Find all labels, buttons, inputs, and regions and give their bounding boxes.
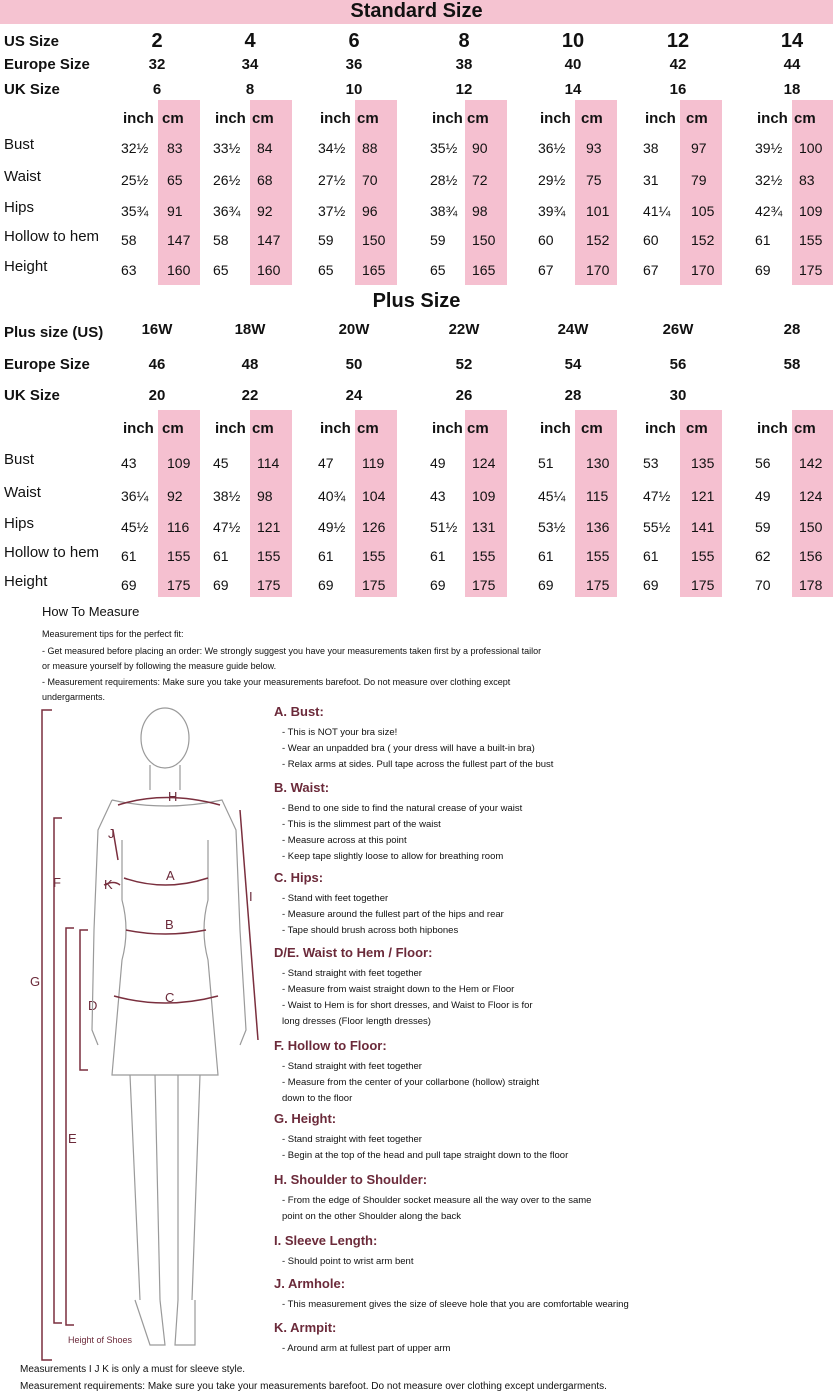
standard-cm-value: 155 bbox=[799, 232, 823, 248]
plus-cm-value: 178 bbox=[799, 577, 823, 593]
measure-section-title: I. Sleeve Length: bbox=[274, 1233, 378, 1248]
standard-inch-value: 33½ bbox=[213, 140, 241, 156]
standard-cm-header: cm bbox=[467, 110, 489, 127]
measure-tip: - This measurement gives the size of sleeve hole that you are comfortable wearing bbox=[282, 1299, 629, 1310]
standard-title: Standard Size bbox=[350, 0, 483, 22]
standard-inch-value: 26½ bbox=[213, 172, 241, 188]
measure-intro-line: Measurement tips for the perfect fit: bbox=[42, 629, 184, 639]
standard-cm-value: 165 bbox=[472, 262, 496, 278]
standard-inch-value: 32½ bbox=[121, 140, 149, 156]
plus-cm-value: 124 bbox=[799, 488, 823, 504]
standard-inch-value: 59 bbox=[318, 232, 334, 248]
standard-cm-value: 90 bbox=[472, 140, 488, 156]
standard-cm-value: 96 bbox=[362, 203, 378, 219]
standard-cm-value: 84 bbox=[257, 140, 273, 156]
plus-cm-header: cm bbox=[162, 420, 184, 437]
standard-cm-value: 105 bbox=[691, 203, 715, 219]
plus-uk-size: 22 bbox=[241, 387, 259, 404]
standard-inch-value: 39¾ bbox=[538, 203, 566, 219]
plus-inch-value: 69 bbox=[643, 577, 659, 593]
plus-inch-value: 40¾ bbox=[318, 488, 346, 504]
standard-cm-value: 170 bbox=[586, 262, 610, 278]
standard-cm-value: 93 bbox=[586, 140, 602, 156]
plus-uk-size: 30 bbox=[669, 387, 687, 404]
plus-inch-value: 36¼ bbox=[121, 488, 149, 504]
measure-tip: - Relax arms at sides. Pull tape across the fullest part of the bust bbox=[282, 759, 554, 770]
measure-tip: long dresses (Floor length dresses) bbox=[282, 1016, 431, 1027]
plus-inch-value: 45½ bbox=[121, 519, 149, 535]
plus-eu-size: 48 bbox=[241, 356, 259, 373]
standard-inch-value: 65 bbox=[318, 262, 334, 278]
plus-us-size: 28 bbox=[783, 321, 801, 338]
plus-inch-value: 47½ bbox=[213, 519, 241, 535]
standard-inch-value: 36¾ bbox=[213, 203, 241, 219]
plus-eu-label: Europe Size bbox=[4, 356, 90, 373]
measure-tip: - Should point to wrist arm bent bbox=[282, 1256, 414, 1267]
plus-cm-value: 155 bbox=[167, 548, 191, 564]
plus-cm-value: 109 bbox=[472, 488, 496, 504]
measure-intro-line: - Measurement requirements: Make sure you take your measurements barefoot. Do not measure over clothing except bbox=[42, 677, 511, 687]
plus-cm-value: 150 bbox=[799, 519, 823, 535]
plus-inch-value: 62 bbox=[755, 548, 771, 564]
standard-row-label: Height bbox=[4, 258, 48, 275]
standard-cm-value: 152 bbox=[586, 232, 610, 248]
plus-eu-size: 58 bbox=[783, 356, 801, 373]
plus-row-label: Bust bbox=[4, 451, 35, 468]
plus-cm-value: 141 bbox=[691, 519, 715, 535]
standard-inch-value: 28½ bbox=[430, 172, 458, 188]
standard-inch-value: 31 bbox=[643, 172, 659, 188]
plus-inch-value: 49 bbox=[755, 488, 771, 504]
plus-inch-value: 69 bbox=[318, 577, 334, 593]
measure-tip: - Tape should brush across both hipbones bbox=[282, 925, 459, 936]
measure-intro-line: - Get measured before placing an order: We strongly suggest you have your measurements taken first by a professional tailor bbox=[42, 646, 542, 656]
standard-cm-value: 92 bbox=[257, 203, 273, 219]
standard-inch-value: 67 bbox=[643, 262, 659, 278]
figure-outline bbox=[92, 708, 246, 1345]
standard-inch-header: inch bbox=[432, 110, 463, 127]
plus-cm-value: 98 bbox=[257, 488, 273, 504]
standard-cm-value: 100 bbox=[799, 140, 823, 156]
plus-cm-header: cm bbox=[686, 420, 708, 437]
figure-label-h: H bbox=[168, 789, 178, 804]
standard-row-label: Bust bbox=[4, 136, 35, 153]
measure-section-title: C. Hips: bbox=[274, 870, 324, 885]
plus-cm-value: 155 bbox=[586, 548, 610, 564]
plus-uk-size: 20 bbox=[148, 387, 166, 404]
plus-inch-value: 70 bbox=[755, 577, 771, 593]
standard-inch-value: 38¾ bbox=[430, 203, 458, 219]
standard-inch-value: 65 bbox=[430, 262, 446, 278]
standard-inch-value: 61 bbox=[755, 232, 771, 248]
standard-inch-value: 29½ bbox=[538, 172, 566, 188]
standard-inch-header: inch bbox=[320, 110, 351, 127]
plus-us-size: 26W bbox=[662, 321, 694, 338]
measure-footer-1: Measurements I J K is only a must for sleeve style. bbox=[20, 1364, 246, 1375]
plus-cm-value: 119 bbox=[362, 455, 385, 471]
plus-cm-value: 155 bbox=[257, 548, 281, 564]
measure-section-title: B. Waist: bbox=[274, 780, 330, 795]
plus-cm-value: 155 bbox=[362, 548, 386, 564]
plus-inch-value: 61 bbox=[430, 548, 446, 564]
standard-cm-value: 147 bbox=[167, 232, 191, 248]
figure-label-c: C bbox=[165, 990, 175, 1005]
plus-us-size: 18W bbox=[234, 321, 266, 338]
standard-eu-size: 36 bbox=[345, 56, 363, 73]
standard-cm-value: 147 bbox=[257, 232, 281, 248]
plus-inch-value: 47 bbox=[318, 455, 334, 471]
plus-inch-header: inch bbox=[432, 420, 463, 437]
plus-us-size: 24W bbox=[557, 321, 589, 338]
standard-inch-value: 58 bbox=[213, 232, 229, 248]
standard-inch-header: inch bbox=[123, 110, 154, 127]
plus-us-label: Plus size (US) bbox=[4, 324, 104, 341]
plus-inch-header: inch bbox=[540, 420, 571, 437]
standard-inch-value: 35½ bbox=[430, 140, 458, 156]
standard-cm-value: 175 bbox=[799, 262, 823, 278]
standard-us-size: 6 bbox=[348, 30, 360, 52]
figure-label-g: G bbox=[30, 974, 41, 989]
standard-inch-value: 63 bbox=[121, 262, 137, 278]
plus-cm-value: 126 bbox=[362, 519, 386, 535]
measure-tip: - Around arm at fullest part of upper arm bbox=[282, 1343, 451, 1354]
measure-section-title: D/E. Waist to Hem / Floor: bbox=[274, 945, 433, 960]
standard-inch-value: 36½ bbox=[538, 140, 566, 156]
plus-uk-label: UK Size bbox=[4, 387, 60, 404]
measure-tip: - This is the slimmest part of the waist bbox=[282, 819, 441, 830]
measure-tip: - Begin at the top of the head and pull tape straight down to the floor bbox=[282, 1150, 569, 1161]
standard-us-size: 10 bbox=[561, 30, 585, 52]
measure-tip: - Measure around the fullest part of the hips and rear bbox=[282, 909, 504, 920]
standard-inch-value: 60 bbox=[643, 232, 659, 248]
plus-row-label: Height bbox=[4, 573, 48, 590]
plus-inch-value: 38½ bbox=[213, 488, 241, 504]
plus-eu-size: 50 bbox=[345, 356, 363, 373]
standard-inch-value: 69 bbox=[755, 262, 771, 278]
measure-tip: - Stand with feet together bbox=[282, 893, 389, 904]
plus-eu-size: 46 bbox=[148, 356, 166, 373]
plus-cm-value: 135 bbox=[691, 455, 715, 471]
standard-us-size: 14 bbox=[780, 30, 804, 52]
plus-cm-value: 114 bbox=[257, 455, 280, 471]
standard-inch-value: 65 bbox=[213, 262, 229, 278]
measure-tip: - Waist to Hem is for short dresses, and Waist to Floor is for bbox=[282, 1000, 533, 1011]
standard-us-size: 2 bbox=[151, 30, 163, 52]
standard-eu-size: 34 bbox=[241, 56, 259, 73]
measure-tip: - Keep tape slightly loose to allow for breathing room bbox=[282, 851, 504, 862]
plus-eu-size: 52 bbox=[455, 356, 473, 373]
plus-cm-value: 175 bbox=[257, 577, 281, 593]
plus-inch-value: 61 bbox=[318, 548, 334, 564]
plus-inch-value: 49½ bbox=[318, 519, 346, 535]
measure-section-title: K. Armpit: bbox=[274, 1320, 337, 1335]
measure-tip: - This is NOT your bra size! bbox=[282, 727, 398, 738]
measure-tip: - Measure from waist straight down to the Hem or Floor bbox=[282, 984, 515, 995]
standard-inch-header: inch bbox=[540, 110, 571, 127]
standard-inch-value: 27½ bbox=[318, 172, 346, 188]
standard-cm-value: 170 bbox=[691, 262, 715, 278]
standard-inch-value: 67 bbox=[538, 262, 554, 278]
standard-cm-value: 68 bbox=[257, 172, 273, 188]
standard-row-label: Waist bbox=[4, 168, 41, 185]
standard-inch-value: 38 bbox=[643, 140, 659, 156]
plus-inch-value: 61 bbox=[643, 548, 659, 564]
measure-title: How To Measure bbox=[42, 604, 140, 619]
standard-cm-header: cm bbox=[794, 110, 816, 127]
standard-us-size: 8 bbox=[458, 30, 470, 52]
plus-cm-value: 156 bbox=[799, 548, 823, 564]
standard-eu-size: 42 bbox=[669, 56, 687, 73]
plus-row-label: Waist bbox=[4, 484, 41, 501]
plus-cm-value: 175 bbox=[167, 577, 191, 593]
figure-label-j: J bbox=[108, 826, 115, 841]
standard-cm-value: 165 bbox=[362, 262, 386, 278]
plus-inch-header: inch bbox=[320, 420, 351, 437]
standard-cm-value: 91 bbox=[167, 203, 183, 219]
plus-cm-header: cm bbox=[252, 420, 274, 437]
plus-cm-value: 92 bbox=[167, 488, 183, 504]
standard-inch-value: 41¼ bbox=[643, 203, 671, 219]
plus-inch-value: 69 bbox=[121, 577, 137, 593]
plus-inch-value: 69 bbox=[538, 577, 554, 593]
measure-tip: - Stand straight with feet together bbox=[282, 968, 422, 979]
standard-inch-value: 42¾ bbox=[755, 203, 783, 219]
standard-inch-value: 32½ bbox=[755, 172, 783, 188]
standard-cm-value: 83 bbox=[799, 172, 815, 188]
plus-cm-value: 175 bbox=[362, 577, 386, 593]
measure-tip: - Measure from the center of your collarbone (hollow) straight bbox=[282, 1077, 540, 1088]
standard-cm-value: 97 bbox=[691, 140, 707, 156]
standard-cm-value: 75 bbox=[586, 172, 602, 188]
standard-uk-label: UK Size bbox=[4, 81, 60, 98]
standard-eu-size: 44 bbox=[783, 56, 801, 73]
standard-uk-size: 6 bbox=[152, 81, 162, 98]
standard-cm-value: 65 bbox=[167, 172, 183, 188]
figure-label-d: D bbox=[88, 998, 98, 1013]
plus-cm-value: 121 bbox=[691, 488, 715, 504]
plus-inch-value: 69 bbox=[213, 577, 229, 593]
standard-uk-size: 12 bbox=[455, 81, 473, 98]
figure-label-e: E bbox=[68, 1131, 77, 1146]
plus-inch-value: 69 bbox=[430, 577, 446, 593]
measure-section-title: H. Shoulder to Shoulder: bbox=[274, 1172, 428, 1187]
standard-inch-value: 37½ bbox=[318, 203, 346, 219]
plus-inch-value: 45 bbox=[213, 455, 229, 471]
standard-uk-size: 14 bbox=[564, 81, 582, 98]
plus-cm-value: 155 bbox=[472, 548, 496, 564]
plus-inch-value: 49 bbox=[430, 455, 446, 471]
standard-inch-header: inch bbox=[645, 110, 676, 127]
standard-row-label: Hips bbox=[4, 199, 35, 216]
standard-cm-value: 70 bbox=[362, 172, 378, 188]
plus-inch-header: inch bbox=[645, 420, 676, 437]
measure-section-title: J. Armhole: bbox=[274, 1276, 346, 1291]
plus-cm-value: 175 bbox=[472, 577, 496, 593]
standard-inch-value: 60 bbox=[538, 232, 554, 248]
standard-eu-size: 40 bbox=[564, 56, 582, 73]
plus-cm-value: 115 bbox=[586, 488, 609, 504]
standard-inch-value: 58 bbox=[121, 232, 137, 248]
plus-cm-value: 175 bbox=[691, 577, 715, 593]
measure-tip: - Stand straight with feet together bbox=[282, 1134, 422, 1145]
plus-cm-value: 131 bbox=[472, 519, 496, 535]
standard-us-label: US Size bbox=[4, 33, 60, 50]
plus-inch-value: 56 bbox=[755, 455, 771, 471]
plus-inch-value: 47½ bbox=[643, 488, 671, 504]
standard-cm-value: 150 bbox=[362, 232, 386, 248]
measure-intro-line: or measure yourself by following the measure guide below. bbox=[42, 661, 277, 671]
standard-us-size: 12 bbox=[666, 30, 690, 52]
measure-tip: point on the other Shoulder along the back bbox=[282, 1211, 462, 1222]
plus-inch-value: 59 bbox=[755, 519, 771, 535]
plus-cm-value: 136 bbox=[586, 519, 610, 535]
plus-inch-value: 45¼ bbox=[538, 488, 566, 504]
plus-cm-value: 104 bbox=[362, 488, 386, 504]
measure-intro-line: undergarments. bbox=[42, 692, 106, 702]
standard-inch-value: 35¾ bbox=[121, 203, 149, 219]
plus-us-size: 16W bbox=[141, 321, 173, 338]
standard-eu-label: Europe Size bbox=[4, 56, 90, 73]
plus-us-size: 22W bbox=[448, 321, 480, 338]
standard-cm-value: 160 bbox=[167, 262, 191, 278]
figure-label-shoes: Height of Shoes bbox=[68, 1335, 133, 1345]
plus-uk-size: 26 bbox=[455, 387, 473, 404]
measure-section-title: G. Height: bbox=[274, 1111, 337, 1126]
plus-cm-value: 142 bbox=[799, 455, 823, 471]
plus-cm-value: 130 bbox=[586, 455, 610, 471]
measure-section-title: F. Hollow to Floor: bbox=[274, 1038, 387, 1053]
plus-cm-value: 116 bbox=[167, 519, 190, 535]
plus-cm-header: cm bbox=[467, 420, 489, 437]
plus-inch-value: 51 bbox=[538, 455, 554, 471]
standard-inch-header: inch bbox=[215, 110, 246, 127]
standard-cm-value: 79 bbox=[691, 172, 707, 188]
plus-inch-value: 53 bbox=[643, 455, 659, 471]
standard-cm-value: 98 bbox=[472, 203, 488, 219]
measure-tip: - Bend to one side to find the natural crease of your waist bbox=[282, 803, 523, 814]
standard-uk-size: 10 bbox=[345, 81, 363, 98]
standard-cm-value: 160 bbox=[257, 262, 281, 278]
standard-row-label: Hollow to hem bbox=[4, 228, 100, 245]
standard-cm-header: cm bbox=[162, 110, 184, 127]
plus-inch-value: 61 bbox=[538, 548, 554, 564]
plus-inch-value: 51½ bbox=[430, 519, 458, 535]
standard-inch-value: 59 bbox=[430, 232, 446, 248]
standard-cm-header: cm bbox=[581, 110, 603, 127]
plus-cm-value: 155 bbox=[691, 548, 715, 564]
standard-inch-header: inch bbox=[757, 110, 788, 127]
standard-cm-value: 83 bbox=[167, 140, 183, 156]
standard-cm-value: 109 bbox=[799, 203, 823, 219]
standard-eu-size: 32 bbox=[148, 56, 166, 73]
plus-inch-header: inch bbox=[215, 420, 246, 437]
figure-label-a: A bbox=[166, 868, 175, 883]
plus-inch-value: 43 bbox=[121, 455, 137, 471]
plus-title: Plus Size bbox=[372, 290, 461, 312]
standard-cm-value: 72 bbox=[472, 172, 488, 188]
figure-label-b: B bbox=[165, 917, 174, 932]
figure-label-f: F bbox=[53, 875, 61, 890]
standard-cm-header: cm bbox=[357, 110, 379, 127]
figure-label-k: K bbox=[104, 877, 113, 892]
plus-uk-size: 24 bbox=[345, 387, 363, 404]
plus-inch-value: 61 bbox=[213, 548, 229, 564]
standard-uk-size: 8 bbox=[245, 81, 255, 98]
plus-cm-header: cm bbox=[357, 420, 379, 437]
plus-cm-value: 124 bbox=[472, 455, 496, 471]
plus-inch-header: inch bbox=[123, 420, 154, 437]
measure-section-title: A. Bust: bbox=[274, 704, 324, 719]
standard-cm-header: cm bbox=[252, 110, 274, 127]
plus-inch-value: 61 bbox=[121, 548, 137, 564]
standard-us-size: 4 bbox=[244, 30, 256, 52]
measure-tip: down to the floor bbox=[282, 1093, 353, 1104]
figure-label-i: I bbox=[249, 889, 253, 904]
standard-eu-size: 38 bbox=[455, 56, 473, 73]
plus-inch-value: 43 bbox=[430, 488, 446, 504]
standard-uk-size: 18 bbox=[783, 81, 801, 98]
standard-cm-value: 88 bbox=[362, 140, 378, 156]
plus-cm-header: cm bbox=[581, 420, 603, 437]
measure-tip: - From the edge of Shoulder socket measure all the way over to the same bbox=[282, 1195, 592, 1206]
measure-footer-2: Measurement requirements: Make sure you take your measurements barefoot. Do not measure over clothing except undergarments. bbox=[20, 1381, 607, 1392]
plus-eu-size: 54 bbox=[564, 356, 582, 373]
standard-cm-value: 101 bbox=[586, 203, 610, 219]
standard-inch-value: 39½ bbox=[755, 140, 783, 156]
plus-eu-size: 56 bbox=[669, 356, 687, 373]
plus-row-label: Hollow to hem bbox=[4, 544, 100, 561]
measure-tip: - Measure across at this point bbox=[282, 835, 407, 846]
plus-us-size: 20W bbox=[338, 321, 370, 338]
standard-cm-value: 150 bbox=[472, 232, 496, 248]
plus-inch-value: 55½ bbox=[643, 519, 671, 535]
plus-inch-value: 53½ bbox=[538, 519, 566, 535]
plus-inch-header: inch bbox=[757, 420, 788, 437]
standard-inch-value: 34½ bbox=[318, 140, 346, 156]
plus-cm-value: 109 bbox=[167, 455, 191, 471]
standard-inch-value: 25½ bbox=[121, 172, 149, 188]
plus-cm-header: cm bbox=[794, 420, 816, 437]
plus-row-label: Hips bbox=[4, 515, 35, 532]
plus-cm-value: 121 bbox=[257, 519, 281, 535]
measure-tip: - Stand straight with feet together bbox=[282, 1061, 422, 1072]
measure-tip: - Wear an unpadded bra ( your dress will have a built-in bra) bbox=[282, 743, 535, 754]
plus-cm-value: 175 bbox=[586, 577, 610, 593]
standard-cm-header: cm bbox=[686, 110, 708, 127]
standard-cm-value: 152 bbox=[691, 232, 715, 248]
plus-uk-size: 28 bbox=[564, 387, 582, 404]
standard-uk-size: 16 bbox=[669, 81, 687, 98]
